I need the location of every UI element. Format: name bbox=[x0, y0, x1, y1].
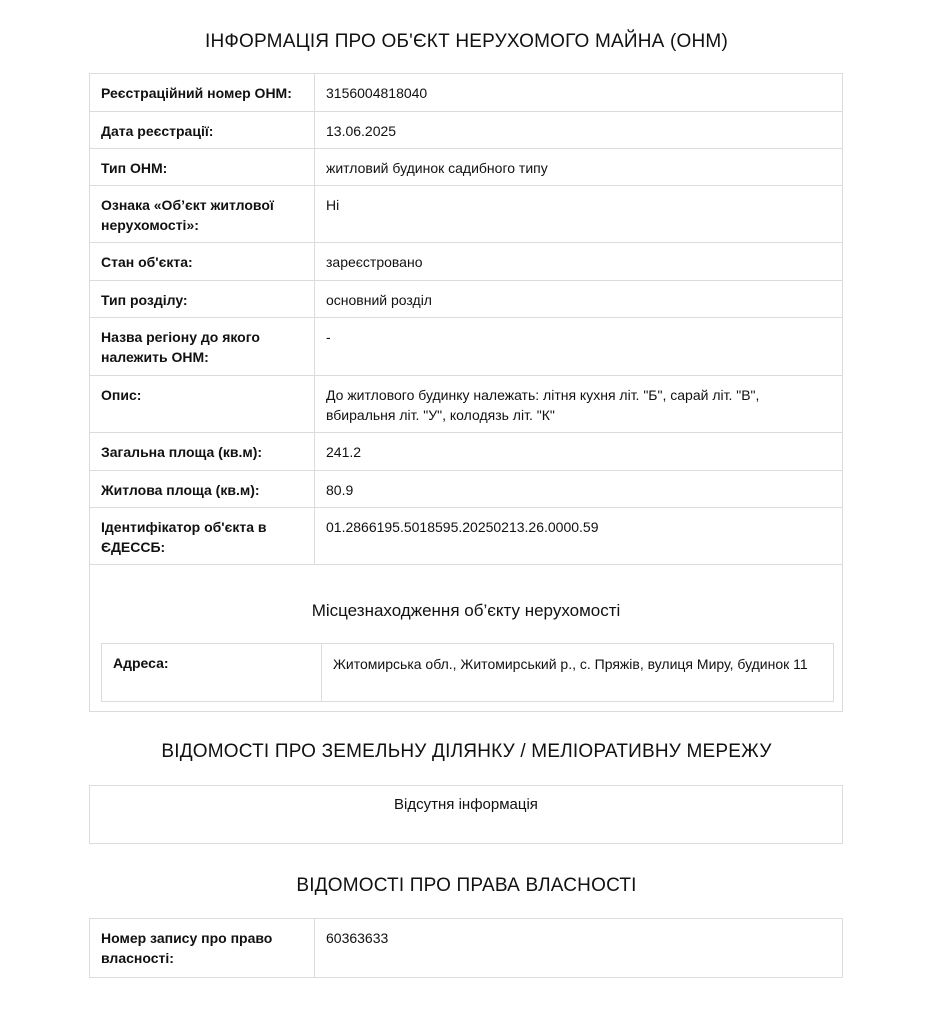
rights-section-title: ВІДОМОСТІ ПРО ПРАВА ВЛАСНОСТІ bbox=[296, 875, 637, 896]
table-row bbox=[90, 318, 842, 376]
row-label: Ідентифікатор об'єкта в ЄДЕССБ: bbox=[90, 508, 315, 564]
table-row bbox=[90, 433, 842, 471]
land-empty-box bbox=[89, 785, 843, 844]
row-value: зареєстровано bbox=[326, 254, 423, 270]
row-label: Житлова площа (кв.м): bbox=[90, 471, 315, 507]
row-value: житловий будинок садибного типу bbox=[326, 160, 548, 176]
row-value: основний розділ bbox=[326, 292, 432, 308]
table-row bbox=[90, 186, 842, 243]
row-value: 80.9 bbox=[326, 482, 354, 498]
row-value: Ні bbox=[326, 197, 340, 213]
row-label: Номер запису про право власності: bbox=[90, 919, 315, 977]
row-value: До житлового будинку належать: літня кухня літ. "Б", сарай літ. "В", вбиральня літ. "У", колодязь літ. "К" bbox=[326, 387, 760, 423]
location-title: Місцезнаходження об’єкту нерухомості bbox=[311, 601, 621, 620]
row-label: Дата реєстрації: bbox=[90, 112, 315, 148]
table-row bbox=[90, 281, 842, 318]
row-label: Назва регіону до якого належить ОНМ: bbox=[90, 318, 315, 375]
row-value: 3156004818040 bbox=[326, 85, 428, 101]
land-section-title: ВІДОМОСТІ ПРО ЗЕМЕЛЬНУ ДІЛЯНКУ / МЕЛІОРАТИВНУ МЕРЕЖУ bbox=[161, 741, 772, 762]
row-label: Ознака «Об’єкт житлової нерухомості»: bbox=[90, 186, 315, 242]
address-table bbox=[101, 643, 834, 702]
property-section-title: ІНФОРМАЦІЯ ПРО ОБ'ЄКТ НЕРУХОМОГО МАЙНА (ОНМ) bbox=[204, 31, 728, 52]
empty-info-text: Відсутня інформація bbox=[394, 796, 538, 813]
row-label: Тип ОНМ: bbox=[90, 149, 315, 185]
row-value: - bbox=[326, 329, 331, 345]
row-label: Тип розділу: bbox=[90, 281, 315, 317]
row-label: Загальна площа (кв.м): bbox=[90, 433, 315, 470]
row-label: Опис: bbox=[90, 376, 315, 432]
row-value: 13.06.2025 bbox=[326, 123, 397, 139]
table-row bbox=[90, 243, 842, 281]
table-row bbox=[90, 508, 842, 565]
row-value: 241.2 bbox=[326, 444, 362, 460]
property-table bbox=[89, 73, 843, 712]
row-label: Стан об'єкта: bbox=[90, 243, 315, 280]
rights-table bbox=[89, 918, 843, 978]
row-label: Реєстраційний номер ОНМ: bbox=[90, 74, 315, 111]
table-row bbox=[90, 149, 842, 186]
address-label: Адреса: bbox=[102, 644, 322, 701]
row-value: 60363633 bbox=[326, 930, 389, 946]
address-value: Житомирська обл., Житомирський р., с. Пряжів, вулиця Миру, будинок 11 bbox=[333, 656, 808, 672]
table-row bbox=[90, 74, 842, 112]
location-block bbox=[90, 565, 842, 711]
table-row bbox=[90, 919, 842, 977]
table-row bbox=[90, 376, 842, 433]
table-row bbox=[90, 112, 842, 149]
row-value: 01.2866195.5018595.20250213.26.0000.59 bbox=[326, 519, 599, 535]
table-row bbox=[90, 471, 842, 508]
